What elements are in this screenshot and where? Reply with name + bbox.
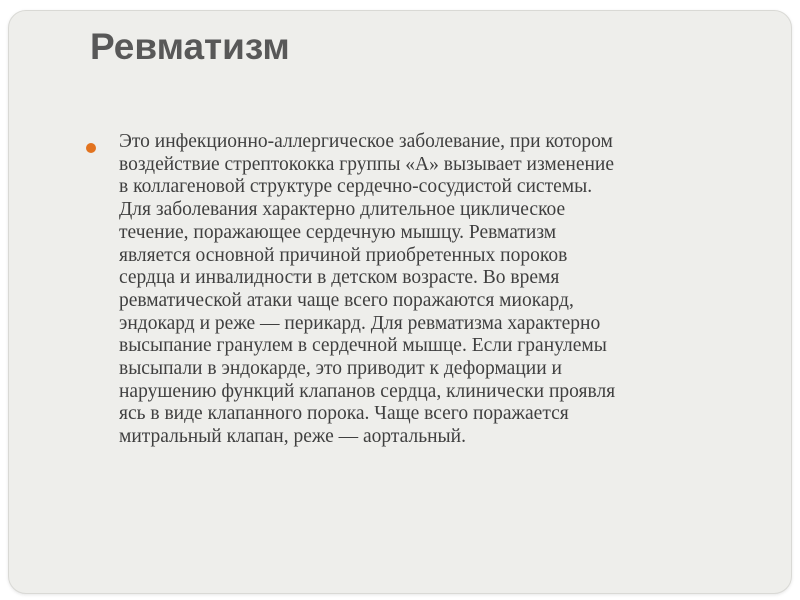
- slide: [8, 10, 792, 594]
- slide-title: Ревматизм: [90, 26, 290, 67]
- bullet-text: Это инфекционно-аллергическое заболевание, при котором воздействие стрептококка группы «А» вызывает изменение в коллагеновой структуре сердечно-сосудистой системы. Для заболевания характерно длительное циклическое течение, поражающее сердечную мышцу. Ревматизм является основной причиной приобретенных пороков сердца и инвалидности в детском возрасте. Во время ревматической атаки чаще всего поражаются миокард, эндокард и реже — перикард. Для ревматизма характерно высыпание гранулем в сердечной мышце. Если гранулемы высыпали в эндокарде, это приводит к деформации и нарушению функций клапанов сердца, клинически проявля ясь в виде клапанного порока. Чаще всего поражается митральный клапан, реже — аортальный.: [119, 131, 616, 448]
- bullet-dot-icon: [86, 143, 96, 153]
